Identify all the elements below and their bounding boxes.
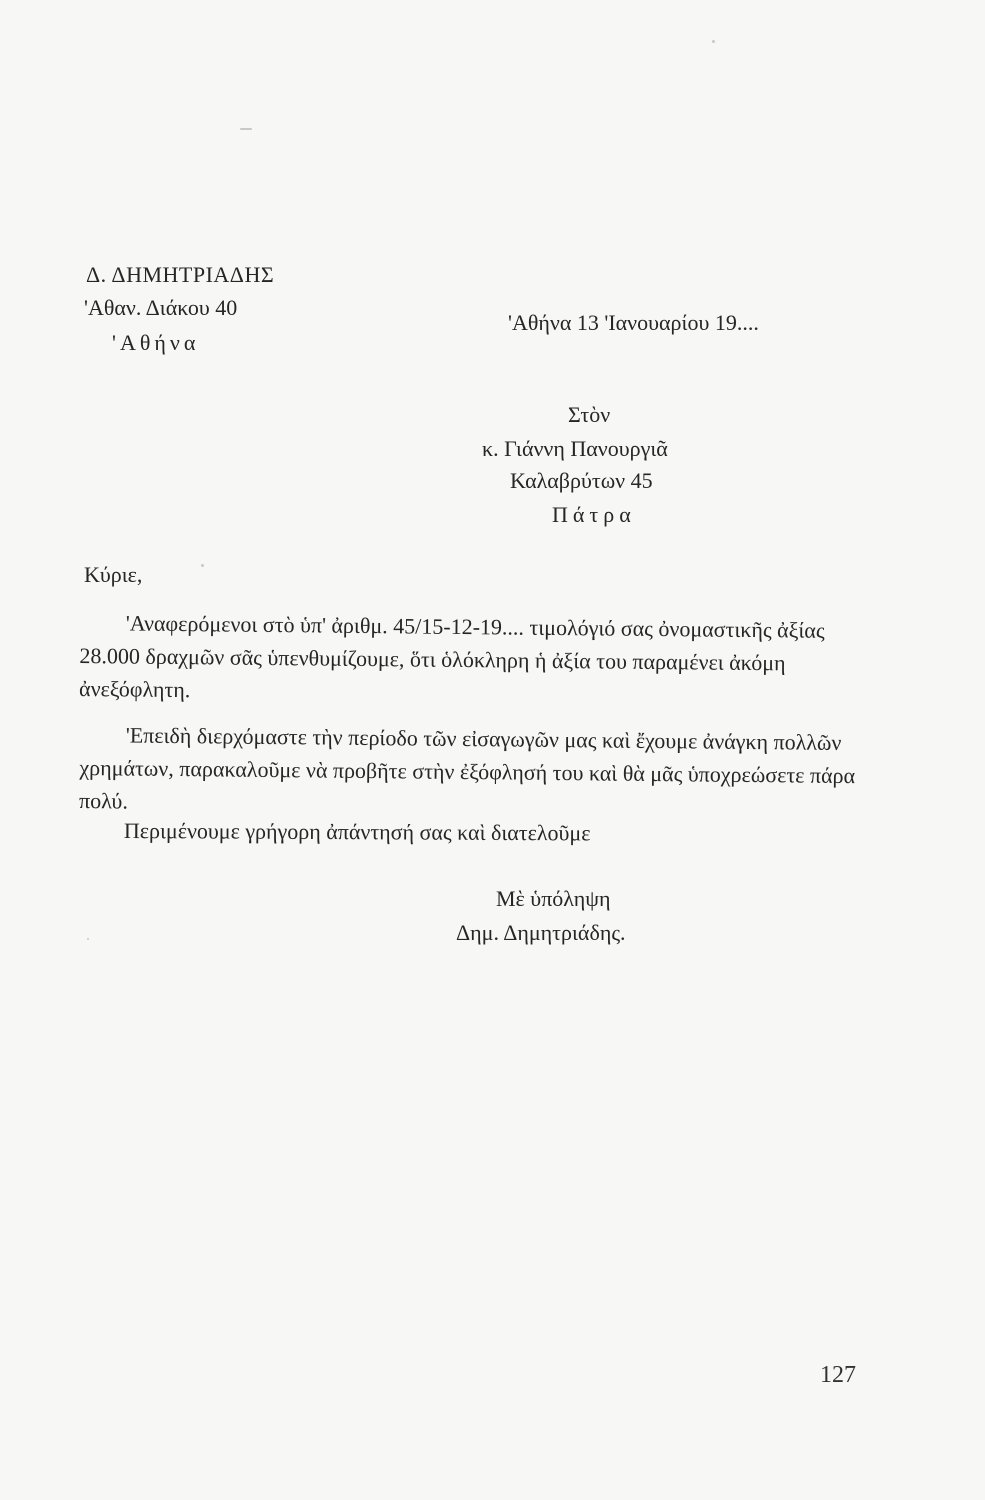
recipient-label: Στὸν	[568, 402, 611, 427]
salutation: Κύριε,	[84, 562, 143, 587]
paper-speck	[240, 128, 252, 130]
paper-speck	[87, 938, 89, 940]
recipient-city: Πάτρα	[552, 502, 636, 527]
body-paragraph-1-text: 'Αναφερόμενοι στὸ ὑπ' ἀριθμ. 45/15-12-19.... τιμολόγιό σας ὀνομαστικῆς ἀξίας 28.000 δραχμῶν σᾶς ὑπενθυμίζουμε, ὅτι ὁλόκληρη ἡ ἀξία του παραμένει ἀκόμη ἀνεξόφλητη.	[79, 610, 825, 703]
closing-line: Περιμένουμε γρήγορη ἀπάντησή σας καὶ διατελοῦμε	[123, 818, 591, 846]
recipient-name: κ. Γιάννη Πανουργιᾶ	[482, 436, 668, 461]
body-paragraph-2	[79, 718, 890, 825]
paper-speck	[201, 564, 204, 567]
letter-date: 'Αθήνα 13 'Ιανουαρίου 19....	[508, 310, 759, 335]
sender-address: 'Αθαν. Διάκου 40	[84, 295, 238, 320]
paper-speck	[712, 40, 715, 43]
sign-off: Μὲ ὑπόληψη	[496, 886, 611, 911]
signature-name: Δημ. Δημητριάδης.	[456, 920, 626, 945]
body-paragraph-2-text: 'Επειδὴ διερχόμαστε τὴν περίοδο τῶν εἰσαγωγῶν μας καὶ ἔχουμε ἀνάγκη πολλῶν χρημάτων, παρακαλοῦμε νὰ προβῆτε στὴν ἐξόφλησή του καὶ θὰ μᾶς ὑποχρεώσετε πάρα πολύ.	[79, 722, 856, 814]
sender-city: 'Αθήνα	[112, 330, 200, 355]
body-paragraph-1	[79, 606, 890, 713]
recipient-street: Καλαβρύτων 45	[510, 468, 653, 493]
sender-name: Δ. ΔΗΜΗΤΡΙΑΔΗΣ	[86, 262, 275, 287]
page-number: 127	[820, 1362, 856, 1388]
